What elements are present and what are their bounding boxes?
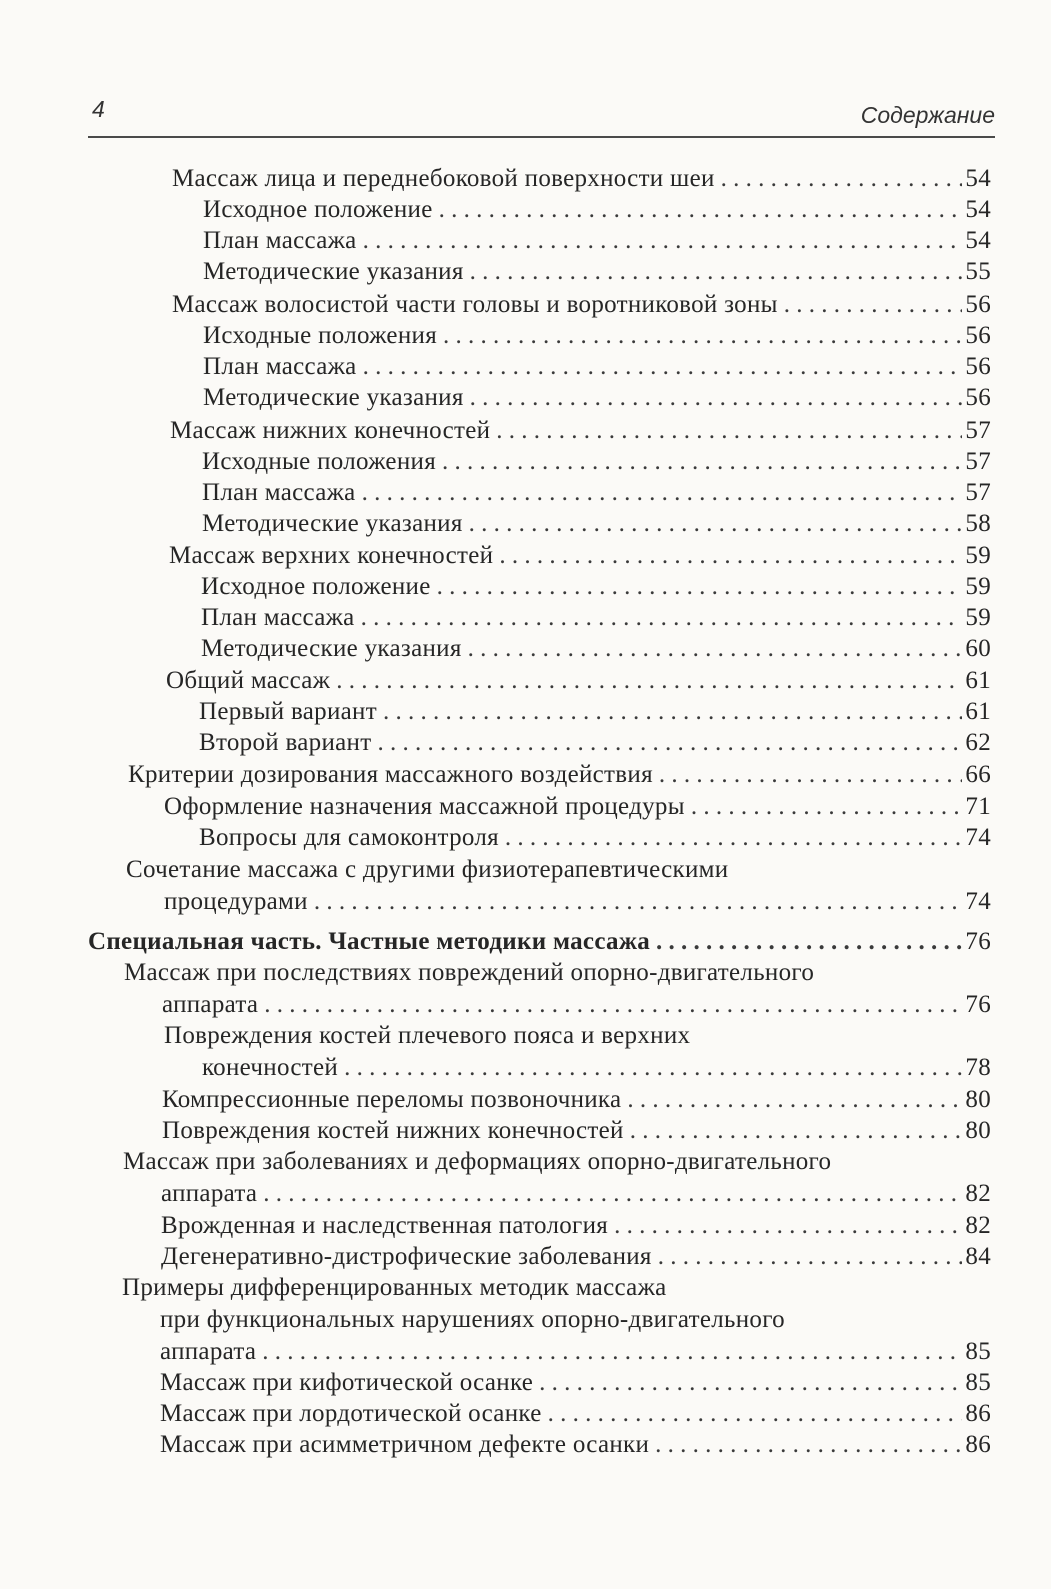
- toc-entry-label-continued: при функциональных нарушениях опорно-двигательного: [160, 1306, 785, 1333]
- toc-entry-page: 84: [965, 1243, 991, 1270]
- leader-dots: [655, 1430, 962, 1460]
- toc-entry-label: Массаж нижних конечностей: [170, 417, 491, 444]
- leader-dots: [263, 1179, 962, 1209]
- toc-entry: [160, 1399, 991, 1429]
- toc-entry-page: 82: [965, 1180, 991, 1207]
- toc-entry-page: 57: [965, 417, 991, 444]
- leader-dots: [627, 1085, 962, 1115]
- toc-entry-page: 59: [965, 573, 991, 600]
- toc-entry-label: Массаж лица и переднебоковой поверхности шеи: [172, 165, 715, 192]
- toc-entry-page: 54: [965, 165, 991, 192]
- toc-entry-page: 76: [965, 991, 991, 1018]
- toc-entry: [170, 416, 991, 446]
- toc-entry: [162, 1085, 991, 1115]
- toc-entry-label: Массаж при заболеваниях и деформациях опорно-двигательного: [123, 1148, 832, 1175]
- toc-entry: [203, 257, 991, 287]
- toc-entry-label: Методические указания: [202, 510, 463, 537]
- leader-dots: [264, 990, 962, 1020]
- toc-entry-page: 54: [965, 227, 991, 254]
- leader-dots: [336, 666, 962, 696]
- toc-entry: [161, 1242, 991, 1272]
- toc-entry-page: 85: [965, 1369, 991, 1396]
- toc-entry-label: Второй вариант: [199, 729, 372, 756]
- toc-entry-label: Исходное положение: [201, 573, 431, 600]
- leader-dots: [548, 1399, 963, 1429]
- toc-entry-page: 56: [965, 384, 991, 411]
- toc-entry-page: 56: [965, 322, 991, 349]
- toc-entry-label-continued: процедурами: [164, 888, 308, 915]
- toc-entry-page: 62: [965, 729, 991, 756]
- toc-entry-page: 56: [965, 353, 991, 380]
- toc-entry-page: 61: [965, 667, 991, 694]
- toc-entry: [166, 666, 991, 696]
- toc-entry-label: Сочетание массажа с другими физиотерапевтическими: [126, 856, 729, 883]
- toc-entry-label: Компрессионные переломы позвоночника: [162, 1086, 622, 1113]
- toc-entry-label-continued: аппарата: [161, 1180, 258, 1207]
- toc-part-heading: [88, 927, 991, 957]
- toc-entry: [161, 1211, 991, 1241]
- leader-dots: [314, 887, 963, 917]
- toc-entry-label: Методические указания: [203, 258, 464, 285]
- toc-entry: [169, 541, 991, 571]
- toc-entry-page: 59: [965, 604, 991, 631]
- toc-entry-label: План массажа: [201, 604, 355, 631]
- toc-entry: [203, 321, 991, 351]
- toc-entry-page: 71: [965, 793, 991, 820]
- leader-dots: [496, 416, 962, 446]
- toc-entry-label: Повреждения костей плечевого пояса и верхних: [164, 1022, 691, 1049]
- toc-entry: [172, 290, 991, 320]
- toc-entry-label: Исходные положения: [202, 448, 436, 475]
- toc-entry-label: План массажа: [203, 353, 357, 380]
- leader-dots: [361, 603, 963, 633]
- toc-entry: [202, 447, 991, 477]
- leader-dots: [362, 478, 963, 508]
- toc-entry: [160, 1368, 991, 1398]
- toc-entry-label-continued: конечностей: [202, 1054, 339, 1081]
- toc-entry-page: 80: [965, 1117, 991, 1144]
- toc-entry: [202, 509, 991, 539]
- toc-entry: [201, 634, 991, 664]
- toc-entry-label-continued: аппарата: [162, 991, 259, 1018]
- toc-entry: [201, 603, 991, 633]
- toc-entry-label: Критерии дозирования массажного воздействия: [128, 761, 653, 788]
- toc-entry: [164, 792, 991, 822]
- leader-dots: [468, 634, 963, 664]
- toc-entry-page: 57: [965, 448, 991, 475]
- toc-entry-page: 74: [965, 888, 991, 915]
- toc-entry: [199, 697, 991, 727]
- toc-entry-page: 74: [965, 824, 991, 851]
- leader-dots: [363, 352, 963, 382]
- toc-entry-label: План массажа: [202, 479, 356, 506]
- toc-entry-page: 86: [965, 1400, 991, 1427]
- toc-entry-label: Исходное положение: [203, 196, 433, 223]
- toc-entry-page: 66: [965, 761, 991, 788]
- toc-entry-page: 80: [965, 1086, 991, 1113]
- toc-entry-label: Врожденная и наследственная патология: [161, 1212, 609, 1239]
- leader-dots: [437, 572, 963, 602]
- leader-dots: [470, 257, 963, 287]
- toc-entry-label: Специальная часть. Частные методики массажа: [88, 928, 651, 955]
- toc-entry-page: 56: [965, 291, 991, 318]
- leader-dots: [658, 1242, 963, 1272]
- leader-dots: [656, 927, 962, 957]
- leader-dots: [383, 697, 962, 727]
- leader-dots: [505, 823, 962, 853]
- toc-entry-page: 60: [965, 635, 991, 662]
- leader-dots: [659, 760, 963, 790]
- toc-entry: [128, 760, 991, 790]
- toc-entry-label: Примеры дифференцированных методик массажа: [122, 1274, 667, 1301]
- toc-entry: [199, 823, 991, 853]
- leader-dots: [439, 195, 963, 225]
- toc-entry-page: 76: [965, 928, 991, 955]
- toc-entry: [201, 572, 991, 602]
- toc-entry-label: Массаж волосистой части головы и воротниковой зоны: [172, 291, 778, 318]
- toc-entry-label: Массаж при асимметричном дефекте осанки: [160, 1431, 650, 1458]
- toc-entry-label: Массаж верхних конечностей: [169, 542, 494, 569]
- toc-entry-label: Массаж при кифотической осанке: [160, 1369, 534, 1396]
- leader-dots: [539, 1368, 962, 1398]
- toc-entry-label: Вопросы для самоконтроля: [199, 824, 499, 851]
- toc-entry-label: Исходные положения: [203, 322, 437, 349]
- toc-entry: [172, 164, 991, 194]
- toc-entry-label: Повреждения костей нижних конечностей: [162, 1117, 624, 1144]
- toc-entry: [162, 1116, 991, 1146]
- leader-dots: [721, 164, 963, 194]
- toc-entry-page: 85: [965, 1338, 991, 1365]
- toc-entry-label: Методические указания: [201, 635, 462, 662]
- leader-dots: [377, 728, 962, 758]
- toc-entry-label-continued: аппарата: [160, 1338, 257, 1365]
- toc-entry-label: Методические указания: [203, 384, 464, 411]
- toc-entry: [202, 478, 991, 508]
- leader-dots: [262, 1337, 962, 1367]
- toc-entry: [124, 958, 991, 1020]
- leader-dots: [363, 226, 963, 256]
- toc-entry: [203, 383, 991, 413]
- toc-entry: [203, 352, 991, 382]
- toc-entry-page: 86: [965, 1431, 991, 1458]
- toc-entry: [122, 1273, 991, 1367]
- toc-entry-page: 59: [965, 542, 991, 569]
- leader-dots: [691, 792, 963, 822]
- toc-entry-label: Первый вариант: [199, 698, 377, 725]
- running-title: Содержание: [860, 102, 995, 128]
- toc-entry-page: 54: [965, 196, 991, 223]
- toc-entry-page: 61: [965, 698, 991, 725]
- page-number: 4: [92, 96, 105, 122]
- toc-entry-label: Общий массаж: [166, 667, 331, 694]
- toc-entry: [160, 1430, 991, 1460]
- leader-dots: [784, 290, 963, 320]
- toc-entry-page: 57: [965, 479, 991, 506]
- toc-entry: [126, 855, 991, 917]
- toc-entry-label: План массажа: [203, 227, 357, 254]
- leader-dots: [443, 321, 962, 351]
- toc-entry-page: 78: [965, 1054, 991, 1081]
- leader-dots: [630, 1116, 963, 1146]
- toc-entry: [203, 226, 991, 256]
- toc-entry-label: Массаж при лордотической осанке: [160, 1400, 542, 1427]
- toc-entry-page: 82: [965, 1212, 991, 1239]
- leader-dots: [442, 447, 962, 477]
- toc-entry: [199, 728, 991, 758]
- toc-entry-label: Оформление назначения массажной процедуры: [164, 793, 685, 820]
- toc-entry-label: Дегенеративно-дистрофические заболевания: [161, 1243, 652, 1270]
- leader-dots: [499, 541, 962, 571]
- toc-entry: [164, 1021, 991, 1083]
- leader-dots: [470, 383, 963, 413]
- leader-dots: [614, 1211, 962, 1241]
- toc-entry: [123, 1147, 991, 1209]
- leader-dots: [344, 1053, 962, 1083]
- toc-entry-page: 58: [965, 510, 991, 537]
- toc-entry-label: Массаж при последствиях повреждений опорно-двигательного: [124, 959, 815, 986]
- toc-entry-page: 55: [965, 258, 991, 285]
- leader-dots: [469, 509, 963, 539]
- toc-entry: [203, 195, 991, 225]
